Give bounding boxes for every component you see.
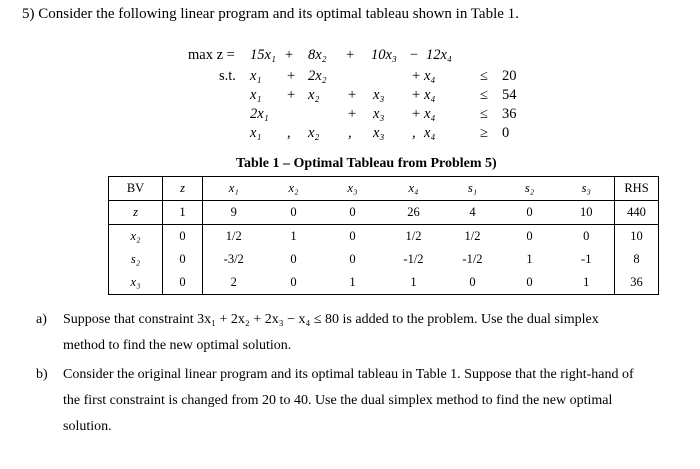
tableau-cell: 4 xyxy=(445,201,501,225)
table-row xyxy=(109,225,659,249)
tableau-cell: 2 xyxy=(203,271,265,295)
objective-term: 15x₁ xyxy=(250,47,276,63)
tableau-cell: 0 xyxy=(265,201,323,225)
tableau-cell: BV xyxy=(109,177,163,201)
constraint-operator: ≥ xyxy=(480,125,488,141)
tableau-cell: 10 xyxy=(615,225,659,249)
constraint-term: , xyxy=(287,125,291,141)
constraint-term: x₄ xyxy=(424,87,436,103)
tableau-cell: x₄ xyxy=(383,177,445,201)
tableau-cell: 0 xyxy=(349,252,356,266)
table-row xyxy=(109,248,659,271)
tableau-cell: 1 xyxy=(290,229,297,243)
tableau-cell: x₃ xyxy=(323,177,383,201)
tableau-cell: 1 xyxy=(323,271,383,295)
constraint-rhs: 54 xyxy=(502,87,517,103)
tableau-cell: -1 xyxy=(559,248,615,271)
tableau-cell: -1/2 xyxy=(403,252,424,266)
objective-label: max z = xyxy=(188,47,235,63)
tableau-cell: 10 xyxy=(559,201,615,225)
tableau-cell: -1/2 xyxy=(462,252,483,266)
constraint-term: , xyxy=(412,125,416,141)
constraint-term: x₃ xyxy=(373,125,385,141)
tableau-cell: 9 xyxy=(203,201,265,225)
tableau-cell: x₃ xyxy=(109,271,163,295)
tableau-cell: s₃ xyxy=(559,177,615,201)
constraint-term: + xyxy=(287,87,296,103)
tableau-cell: 0 xyxy=(559,225,615,249)
tableau-cell: 0 xyxy=(290,252,297,266)
tableau-cell: RHS xyxy=(615,177,659,201)
tableau-cell: 1/2 xyxy=(225,229,242,243)
constraint-term: x₁ xyxy=(250,68,262,84)
question-b xyxy=(36,364,666,438)
tableau-cell: 1 xyxy=(559,271,615,295)
question-b-line-3: solution. xyxy=(63,419,112,434)
question-b-line-1: Consider the original linear program and its optimal tableau in Table 1. Suppose that the right-hand of xyxy=(63,367,634,382)
question-b-label: b) xyxy=(36,367,48,382)
constraint-term: x₂ xyxy=(308,125,320,141)
question-a-line-1: Suppose that constraint 3x₁ + 2x₂ + 2x₃ − x₄ ≤ 80 is added to the problem. Use the dual simplex xyxy=(63,312,599,327)
question-a xyxy=(36,309,666,357)
tableau-cell: 0 xyxy=(501,271,559,295)
constraint-term: x₄ xyxy=(424,125,436,141)
table-row xyxy=(109,201,659,225)
question-a-label: a) xyxy=(36,312,47,327)
tableau-cell: z xyxy=(109,201,163,225)
tableau-cell: s₂ xyxy=(501,177,559,201)
table-caption: Table 1 – Optimal Tableau from Problem 5) xyxy=(236,156,497,171)
tableau-cell: s₁ xyxy=(445,177,501,201)
constraint-term: 2x₂ xyxy=(308,68,327,84)
tableau-cell: 0 xyxy=(526,229,533,243)
constraint-term: x₂ xyxy=(308,87,320,103)
tableau-cell: 36 xyxy=(615,271,659,295)
constraint-rhs: 36 xyxy=(502,106,517,122)
constraint-term: + xyxy=(412,87,421,103)
tableau-cell: -3/2 xyxy=(223,252,244,266)
constraint-term: x₃ xyxy=(373,106,385,122)
st-label: s.t. xyxy=(219,68,236,84)
constraint-term: x₄ xyxy=(424,106,436,122)
constraint-operator: ≤ xyxy=(480,87,488,103)
tableau-cell: 1 xyxy=(526,252,533,266)
constraint-term: x₄ xyxy=(424,68,436,84)
tableau-cell: 1 xyxy=(383,271,445,295)
constraint-operator: ≤ xyxy=(480,106,488,122)
tableau-cell: z xyxy=(163,177,203,201)
tableau-cell: 1/2 xyxy=(405,229,422,243)
question-a-line-2: method to find the new optimal solution. xyxy=(63,338,292,353)
constraint-term: + xyxy=(412,68,421,84)
constraint-operator: ≤ xyxy=(480,68,488,84)
constraint-rhs: 0 xyxy=(502,125,510,141)
objective-term: + xyxy=(285,47,294,63)
tableau-cell: x₂ xyxy=(265,177,323,201)
objective-term: 10x₃ xyxy=(371,47,397,63)
constraint-rhs: 20 xyxy=(502,68,517,84)
constraint-term: 2x₁ xyxy=(250,106,269,122)
question-b-line-2: the first constraint is changed from 20 to 40. Use the dual simplex method to find the new optimal xyxy=(63,393,613,408)
tableau-cell: 0 xyxy=(265,271,323,295)
tableau-cell: 0 xyxy=(445,271,501,295)
tableau-cell: 0 xyxy=(349,229,356,243)
tableau-cell: 1/2 xyxy=(464,229,481,243)
tableau-cell: 1 xyxy=(163,201,203,225)
table-row xyxy=(109,271,659,295)
tableau-cell: 0 xyxy=(163,248,203,271)
optimal-tableau xyxy=(108,176,659,295)
constraint-term: + xyxy=(287,68,296,84)
objective-term: + xyxy=(346,47,355,63)
tableau-cell: x₁ xyxy=(203,177,265,201)
constraint-term: , xyxy=(348,125,352,141)
tableau-cell: 26 xyxy=(383,201,445,225)
objective-term: − xyxy=(410,47,419,63)
tableau-cell: 440 xyxy=(615,201,659,225)
tableau-cell: 8 xyxy=(615,248,659,271)
tableau-header-row xyxy=(109,177,659,201)
objective-term: 8x₂ xyxy=(308,47,327,63)
problem-title: 5) Consider the following linear program and its optimal tableau shown in Table 1. xyxy=(22,6,519,22)
tableau-cell: x₂ xyxy=(109,225,163,249)
tableau-cell: s₂ xyxy=(109,248,163,271)
tableau-cell: 0 xyxy=(163,225,203,249)
tableau-cell: 0 xyxy=(323,201,383,225)
constraint-term: + xyxy=(348,106,357,122)
constraint-term: x₁ xyxy=(250,125,262,141)
constraint-term: + xyxy=(348,87,357,103)
constraint-term: x₁ xyxy=(250,87,262,103)
constraint-term: + xyxy=(412,106,421,122)
objective-term: 12x₄ xyxy=(426,47,452,63)
constraint-term: x₃ xyxy=(373,87,385,103)
tableau-cell: 0 xyxy=(501,201,559,225)
tableau-cell: 0 xyxy=(163,271,203,295)
